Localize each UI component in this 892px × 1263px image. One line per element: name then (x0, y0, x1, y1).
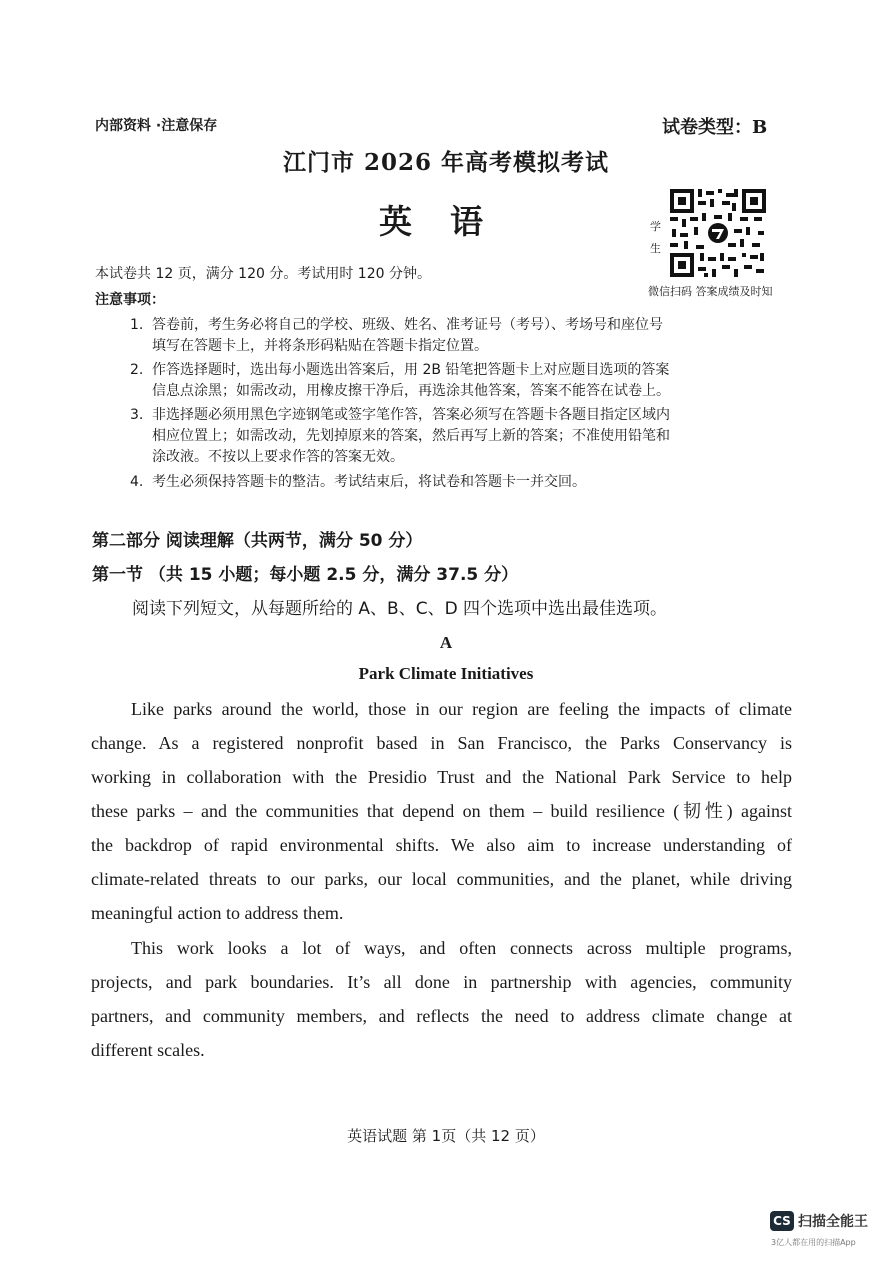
page-footer: 英语试题 第 1页（共 12 页） (347, 1127, 545, 1145)
notice-line: 作答选择题时，选出每小题选出答案后，用 2B 铅笔把答题卡上对应题目选项的答案 (152, 362, 670, 378)
notice-item (130, 360, 800, 402)
paragraph-line: meaningful action to address them. (91, 903, 344, 923)
qr-side-label (650, 216, 664, 260)
notice-number: 3. (130, 407, 144, 423)
notice-line: 涂改液。不按以上要求作答的答案无效。 (152, 449, 404, 465)
confidential-label: 内部资料 ·注意保存 (95, 118, 218, 134)
qr-code-icon[interactable] (668, 187, 768, 279)
notice-line: 考生必须保持答题卡的整洁。考试结束后，将试卷和答题卡一并交回。 (152, 474, 586, 490)
notice-number: 2. (130, 362, 144, 378)
notice-number: 4. (130, 474, 144, 490)
camscanner-logo-icon: CS (770, 1211, 794, 1231)
watermark-tagline: 3亿人都在用的扫描App (771, 1238, 856, 1247)
watermark-name: 扫描全能王 (798, 1214, 868, 1230)
notice-number: 1. (130, 317, 144, 333)
paper-type-label: 试卷类型：B (662, 117, 768, 138)
notice-item (130, 315, 800, 357)
qr-caption: 微信扫码 答案成绩及时知 (648, 285, 773, 298)
paragraph-line: partners, and community members, and reflects the need to address climate change at (91, 1006, 792, 1026)
notice-line: 信息点涂黑；如需改动，用橡皮擦干净后，再选涂其他答案，答案不能答在试卷上。 (152, 383, 670, 399)
subsection-heading: 第一节 （共 15 小题；每小题 2.5 分，满分 37.5 分） (92, 565, 519, 585)
notice-line: 非选择题必须用黑色字迹钢笔或签字笔作答，答案必须写在答题卡各题目指定区域内 (152, 407, 670, 423)
notice-line: 填写在答题卡上，并将条形码粘贴在答题卡指定位置。 (152, 338, 488, 354)
notice-heading: 注意事项： (95, 292, 165, 308)
notice-item (130, 405, 800, 468)
notice-line: 答卷前，考生务必将自己的学校、班级、姓名、准考证号（考号）、考场号和座位号 (152, 317, 663, 333)
paragraph-line: change. As a registered nonprofit based in San Francisco, the Parks Conservancy is (91, 733, 792, 753)
paragraph-line: different scales. (91, 1040, 205, 1060)
notice-item (130, 472, 800, 493)
exam-title: 江门市 2026 年高考模拟考试 (282, 149, 610, 176)
paragraph-line: projects, and park boundaries. It’s all done in partnership with agencies, community (91, 972, 792, 992)
paragraph-line: Like parks around the world, those in our region are feeling the impacts of climate (131, 699, 792, 719)
qr-side-char: 学 (650, 220, 661, 233)
paragraph-line: climate-related threats to our parks, our local communities, and the planet, while driving (91, 869, 792, 889)
passage-title: Park Climate Initiatives (358, 664, 534, 683)
subject-title: 英语 (379, 202, 521, 241)
paragraph-line: working in collaboration with the Presidio Trust and the National Park Service to help (91, 767, 792, 787)
paragraph-line: these parks – and the communities that depend on them – build resilience (韧性) against (91, 801, 792, 821)
qr-side-char: 生 (650, 242, 661, 255)
passage-paragraph (91, 931, 792, 1067)
passage-paragraph (91, 692, 792, 930)
passage-letter: A (439, 633, 453, 652)
paragraph-line: This work looks a lot of ways, and often connects across multiple programs, (131, 938, 792, 958)
paper-info: 本试卷共 12 页，满分 120 分。考试用时 120 分钟。 (95, 266, 431, 282)
notice-line: 相应位置上；如需改动，先划掉原来的答案，然后再写上新的答案；不准使用铅笔和 (152, 428, 670, 444)
section-heading: 第二部分 阅读理解（共两节，满分 50 分） (92, 531, 423, 551)
paragraph-line: the backdrop of rapid environmental shifts. We also aim to increase understanding of (91, 835, 792, 855)
reading-instruction: 阅读下列短文，从每题所给的 A、B、C、D 四个选项中选出最佳选项。 (132, 599, 668, 619)
